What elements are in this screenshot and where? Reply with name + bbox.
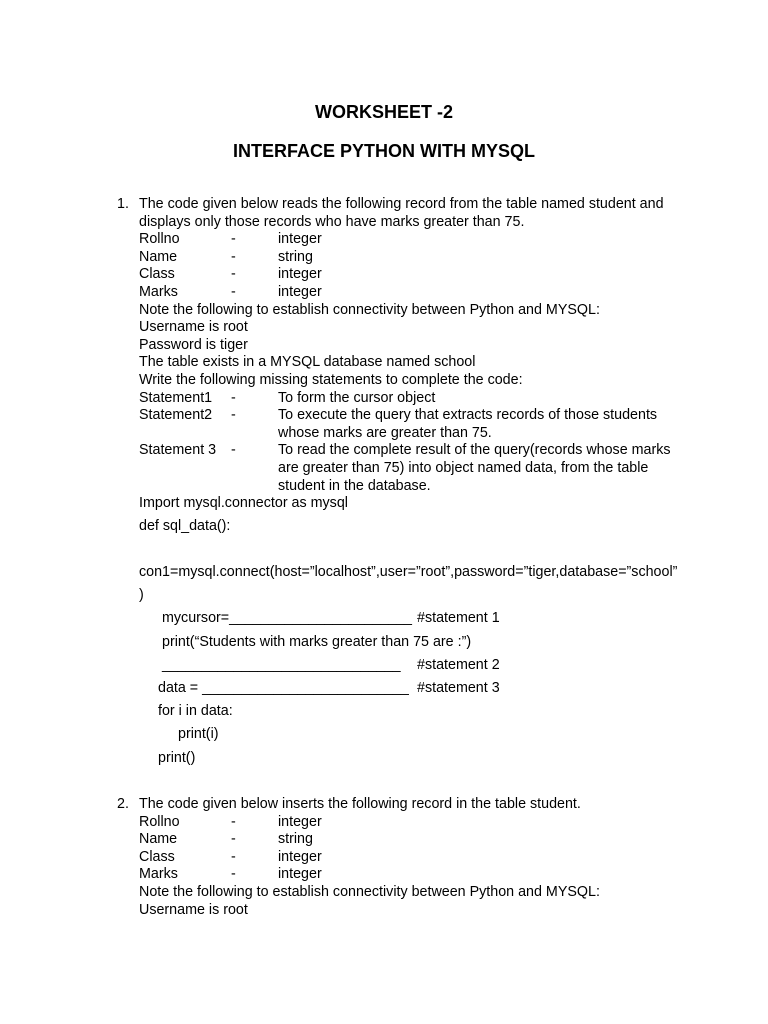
question-1	[117, 196, 697, 773]
code-line	[139, 634, 697, 657]
code-comment: #statement 1	[417, 610, 500, 627]
field-dash: -	[231, 813, 236, 830]
field-row	[139, 249, 697, 267]
code-text: data = __________________________	[158, 680, 409, 697]
field-row	[139, 814, 697, 832]
field-type: integer	[278, 283, 322, 300]
field-type: integer	[278, 866, 322, 883]
code-text: )	[139, 587, 144, 604]
code-text: con1=mysql.connect(host=”localhost”,user=”root”,password=”tiger,database=”school”	[139, 564, 678, 581]
code-comment: #statement 3	[417, 680, 500, 697]
code-text: print()	[158, 749, 196, 766]
statement-row	[139, 390, 697, 408]
field-name: Marks	[139, 866, 178, 883]
code-text: ______________________________	[162, 656, 401, 673]
code-text: Import mysql.connector as mysql	[139, 495, 348, 512]
code-line	[139, 750, 697, 773]
field-type: string	[278, 831, 313, 848]
username-line: Username is root	[139, 901, 248, 918]
statement-desc: To form the cursor object	[278, 389, 436, 406]
instructions-line: Write the following missing statements to complete the code:	[139, 371, 523, 388]
code-line	[139, 703, 697, 726]
code-line	[139, 587, 697, 610]
statement-row	[139, 442, 697, 495]
statement-dash: -	[231, 389, 236, 406]
field-name: Name	[139, 248, 178, 265]
field-type: integer	[278, 266, 322, 283]
question-number: 2.	[117, 796, 129, 812]
connectivity-note: Note the following to establish connectivity between Python and MYSQL:	[139, 883, 600, 900]
password-line: Password is tiger	[139, 336, 248, 353]
statement-desc: To execute the query that extracts records of those students whose marks are greater than 75.	[278, 407, 658, 441]
field-type: integer	[278, 231, 322, 248]
question-number: 1.	[117, 196, 129, 212]
field-type: integer	[278, 848, 322, 865]
code-line	[139, 564, 697, 587]
statement-row	[139, 407, 697, 442]
statement-label: Statement 3	[139, 442, 217, 459]
code-line	[139, 495, 697, 518]
field-row	[139, 831, 697, 849]
code-line	[139, 657, 697, 680]
field-name: Rollno	[139, 813, 180, 830]
field-dash: -	[231, 231, 236, 248]
code-text: print(“Students with marks greater than 75 are :”)	[162, 633, 472, 650]
code-text: mycursor=_______________________	[162, 610, 413, 627]
code-text: def sql_data():	[139, 518, 231, 535]
statement-dash: -	[231, 442, 236, 459]
field-dash: -	[231, 283, 236, 300]
code-comment: #statement 2	[417, 656, 500, 673]
field-row	[139, 284, 697, 302]
statement-dash: -	[231, 407, 236, 424]
field-name: Class	[139, 848, 175, 865]
code-text: print(i)	[178, 726, 219, 743]
question-2	[117, 796, 697, 919]
field-dash: -	[231, 831, 236, 848]
worksheet-title: WORKSHEET -2	[314, 102, 453, 122]
statement-label: Statement1	[139, 389, 213, 406]
field-row	[139, 849, 697, 867]
field-dash: -	[231, 866, 236, 883]
field-dash: -	[231, 266, 236, 283]
field-dash: -	[231, 848, 236, 865]
statement-desc: To read the complete result of the query(records whose marks are greater than 75) into object named data, from the table student in the database.	[278, 442, 671, 494]
field-dash: -	[231, 248, 236, 265]
code-line	[139, 726, 697, 749]
field-name: Rollno	[139, 231, 180, 248]
connectivity-note: Note the following to establish connectivity between Python and MYSQL:	[139, 301, 600, 318]
field-row	[139, 866, 697, 884]
statement-label: Statement2	[139, 407, 213, 424]
database-line: The table exists in a MYSQL database named school	[139, 354, 476, 371]
field-type: integer	[278, 813, 322, 830]
field-name: Class	[139, 266, 175, 283]
field-row	[139, 231, 697, 249]
code-line	[139, 610, 697, 633]
field-name: Marks	[139, 283, 178, 300]
code-line	[139, 680, 697, 703]
code-line	[139, 518, 697, 564]
worksheet-subtitle: INTERFACE PYTHON WITH MYSQL	[232, 141, 535, 161]
field-name: Name	[139, 831, 178, 848]
field-type: string	[278, 248, 313, 265]
question-intro: The code given below reads the following record from the table named student and displays only those records who have marks greater than 75.	[139, 196, 664, 230]
username-line: Username is root	[139, 319, 248, 336]
field-row	[139, 266, 697, 284]
code-text: for i in data:	[158, 703, 233, 720]
question-intro: The code given below inserts the following record in the table student.	[139, 796, 581, 812]
